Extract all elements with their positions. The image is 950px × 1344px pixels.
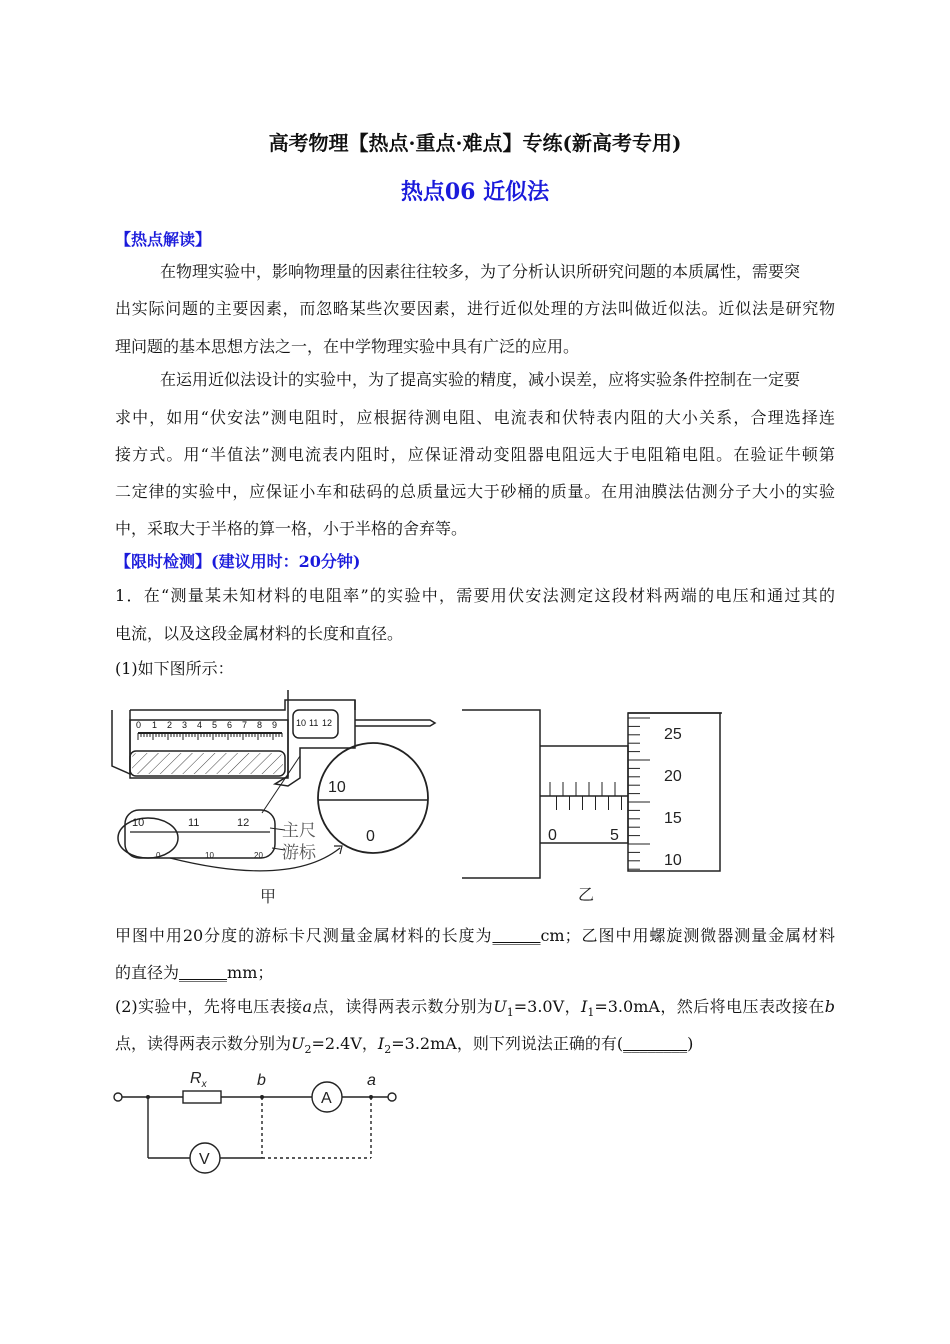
figure-label-jia: 甲 — [260, 889, 277, 906]
caliper-tick-label: 10 — [296, 718, 307, 728]
measurement-figure — [110, 688, 730, 913]
micrometer-thimble-label: 15 — [664, 810, 682, 827]
zoom-main-label: 10 — [132, 817, 145, 829]
question-1-line: 1．在“测量某未知材料的电阻率”的实验中，需要用伏安法测定这段材料两端的电压和通过其的 — [115, 586, 835, 605]
resistor-label: $R_x$ — [190, 1070, 207, 1090]
document-subtitle: 热点06 近似法 — [400, 179, 550, 205]
caliper-tick-label: 4 — [197, 720, 203, 730]
magnifier-main-label: 10 — [328, 779, 346, 796]
zoom-vernier-label: 10 — [205, 851, 214, 860]
caliper-tick-label: 2 — [167, 720, 173, 730]
micrometer-thimble-label: 10 — [664, 852, 682, 869]
caliper-tick-label: 11 — [309, 718, 319, 728]
micrometer-sleeve-label: 0 — [548, 827, 557, 844]
paragraph-line: 理问题的基本思想方法之一，在中学物理实验中具有广泛的应用。 — [115, 337, 580, 356]
caliper-tick-label: 8 — [257, 720, 263, 730]
document-title: 高考物理【热点·重点·难点】专练(新高考专用) — [268, 131, 682, 155]
figure-label-yi: 乙 — [578, 887, 595, 904]
paragraph-line: 中，采取大于半格的算一格，小于半格的舍弃等。 — [115, 519, 468, 538]
question-1-sub2: 点，读得两表示数分别为$U_2=2.4V$，$I_2=3.2mA$，则下列说法正确的有(________) — [115, 1034, 694, 1057]
question-1-fill: 甲图中用20分度的游标卡尺测量金属材料的长度为______cm；乙图中用螺旋测微器测量金属材料 — [115, 926, 835, 945]
ammeter-icon: A — [321, 1090, 332, 1107]
magnifier-vernier-label: 0 — [366, 828, 375, 845]
paragraph-line: 在物理实验中，影响物理量的因素往往较多，为了分析认识所研究问题的本质属性，需要突 — [160, 262, 801, 281]
node-b-label: b — [257, 1072, 266, 1089]
question-1-fill: 的直径为______mm； — [115, 963, 274, 982]
micrometer-sleeve-label: 5 — [610, 827, 619, 844]
paragraph-line: 二定律的实验中，应保证小车和砝码的总质量远大于砂桶的质量。在用油膜法估测分子大小的实验 — [115, 482, 835, 501]
node-a-label: a — [367, 1072, 376, 1089]
zoom-main-label: 11 — [188, 817, 200, 829]
label-main-scale: 主尺 — [282, 821, 316, 840]
paragraph-line: 出实际问题的主要因素，而忽略某些次要因素，进行近似处理的方法叫做近似法。近似法是研究物 — [115, 299, 835, 318]
question-1-sub2: (2)实验中，先将电压表接a点，读得两表示数分别为$U_1=3.0V$，$I_1=3.0mA$，然后将电压表改接在b — [115, 997, 835, 1020]
caliper-tick-label: 5 — [212, 720, 218, 730]
paragraph-line: 接方式。用“半值法”测电流表内阻时，应保证滑动变阻器电阻远大于电阻箱电阻。在验证牛顿第 — [115, 445, 835, 464]
caliper-tick-label: 6 — [227, 720, 233, 730]
circuit-diagram — [110, 1065, 410, 1180]
micrometer-thimble-label: 25 — [664, 726, 682, 743]
caliper-tick-label: 12 — [322, 718, 333, 728]
question-1-sub1: (1)如下图所示： — [115, 659, 234, 678]
paragraph-line: 在运用近似法设计的实验中，为了提高实验的精度，减小误差，应将实验条件控制在一定要 — [160, 370, 801, 389]
section-heading-interpretation: 【热点解读】 — [115, 230, 212, 249]
question-1-line: 电流，以及这段金属材料的长度和直径。 — [115, 624, 404, 643]
label-vernier: 游标 — [282, 843, 316, 862]
caliper-tick-label: 3 — [182, 720, 188, 730]
paragraph-line: 求中，如用“伏安法”测电阻时，应根据待测电阻、电流表和伏特表内阻的大小关系，合理选择连 — [115, 408, 835, 427]
zoom-main-label: 12 — [237, 817, 250, 829]
section-heading-test: 【限时检测】(建议用时：20分钟) — [115, 552, 361, 571]
caliper-tick-label: 1 — [152, 720, 158, 730]
caliper-tick-label: 9 — [272, 720, 278, 730]
caliper-tick-label: 0 — [136, 720, 142, 730]
caliper-tick-label: 7 — [242, 720, 248, 730]
voltmeter-icon: V — [199, 1151, 210, 1168]
zoom-vernier-label: 20 — [254, 851, 263, 860]
zoom-vernier-label: 0 — [156, 851, 161, 860]
micrometer-thimble-label: 20 — [664, 768, 682, 785]
